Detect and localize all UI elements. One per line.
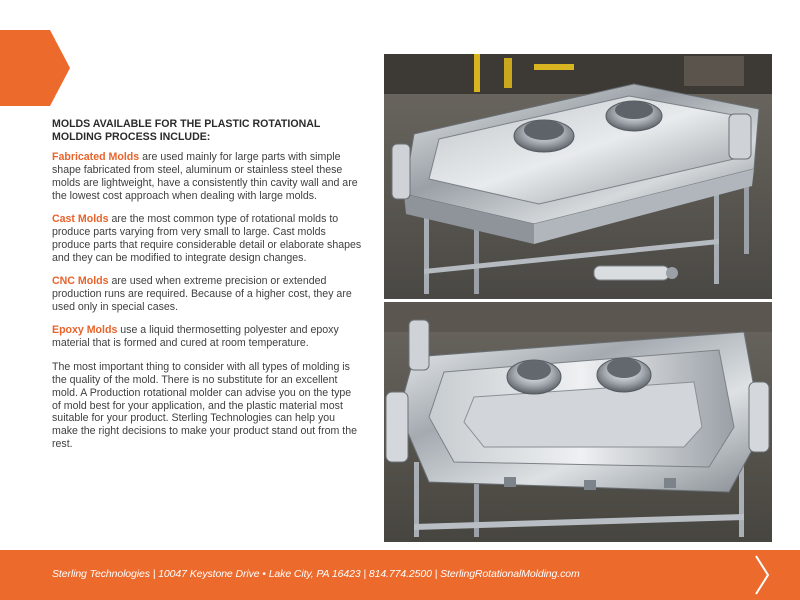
mold-term: Epoxy Molds [52,324,118,337]
text-column [52,118,362,462]
mold-description: are used mainly for large parts with simple shape fabricated from steel, aluminum or stainless steel these molds are lightweight, have a consistently thin cavity wall and are the lowest cost approach when dealing with large molds. [52,151,358,202]
mold-cnc [52,275,362,314]
mold-photo-bottom [384,302,772,542]
mold-fabricated [52,151,362,203]
mold-description: are the most common type of rotational molds to produce parts varying from very small to large. Cast molds produce parts that require considerable detail or elaborate shapes and they can be modified to integrate design changes. [52,213,362,264]
mold-description: use a liquid thermosetting polyester and epoxy material that is formed and cured at room temperature. [52,324,339,350]
mold-epoxy [52,324,362,350]
chevron-right-icon [754,550,770,600]
mold-term: Fabricated Molds [52,151,140,163]
mold-photo-bottom-image [384,302,772,542]
footer-contact: Sterling Technologies | 10047 Keystone Drive • Lake City, PA 16423 | 814.774.2500 | SterlingRotationalMolding.com [52,568,580,580]
mold-term: Cast Molds [52,213,109,226]
closing-paragraph: The most important thing to consider with all types of molding is the quality of the mold. There is no substitute for an excellent mold. A Production rotational molder can advise you on the type of mold best for your application, and the plastic material most suitable for your product. Sterling Technologies can help you make the right decisions to make your product stand out from the rest. [52,360,358,451]
footer-bar [0,550,800,600]
mold-photo-top-image [384,54,772,299]
section-tab-icon [0,30,70,106]
mold-photo-top [384,54,772,299]
mold-description: are used when extreme precision or extended production runs are required. Because of a higher cost, they are used only in special cases. [52,275,352,314]
mold-term: CNC Molds [52,275,109,288]
section-heading: MOLDS AVAILABLE FOR THE PLASTIC ROTATIONAL MOLDING PROCESS INCLUDE: [52,118,321,143]
mold-cast [52,213,362,265]
